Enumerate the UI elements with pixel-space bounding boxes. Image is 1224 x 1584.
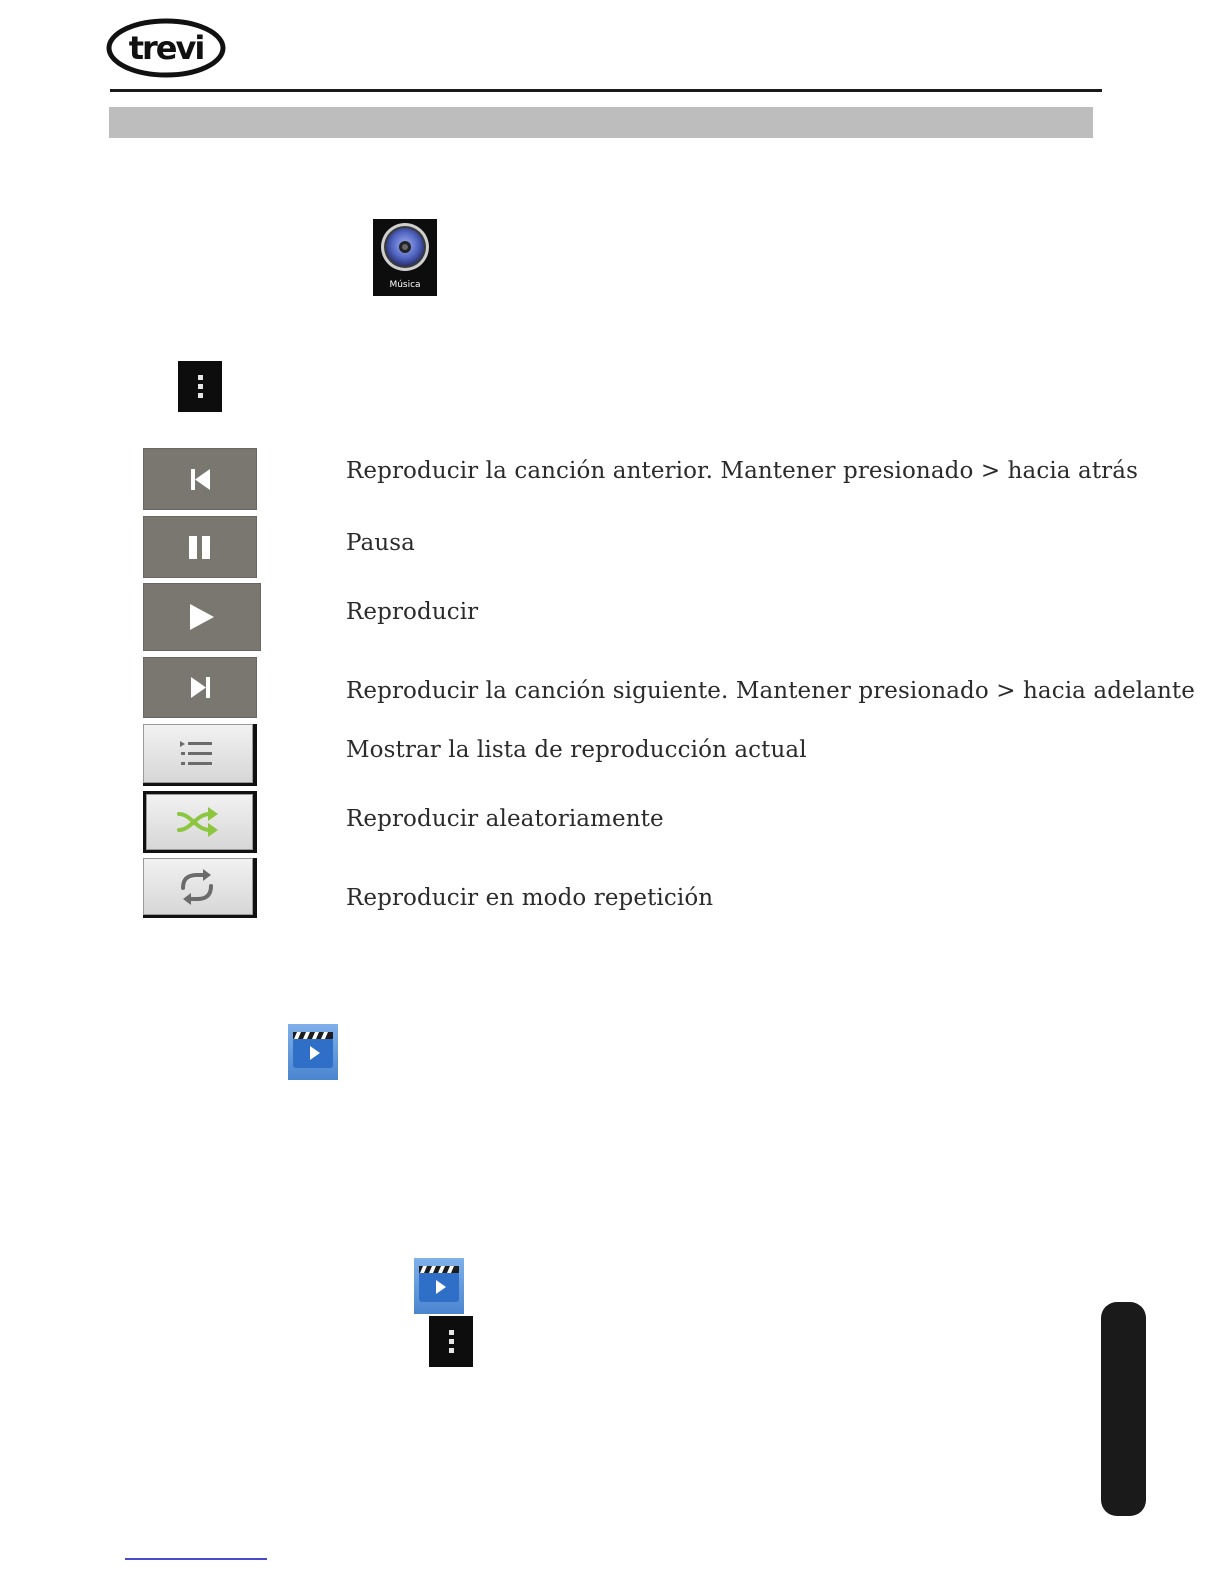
playlist-button[interactable] <box>143 724 257 786</box>
video-app-icon[interactable] <box>288 1024 338 1080</box>
skip-previous-icon <box>143 448 257 510</box>
shuffle-button[interactable] <box>143 791 257 853</box>
pause-description: Pausa <box>346 530 415 556</box>
repeat-description: Reproducir en modo repetición <box>346 885 714 911</box>
video-app-icon[interactable] <box>414 1258 464 1314</box>
pause-icon <box>143 516 257 578</box>
logo-wordmark: trevi <box>128 29 204 67</box>
pause-button[interactable] <box>143 516 257 578</box>
skip-next-icon <box>143 657 257 718</box>
clapperboard-play-icon <box>288 1024 338 1080</box>
trevi-logo <box>106 18 226 78</box>
clapperboard-play-icon <box>414 1258 464 1314</box>
shuffle-icon <box>146 794 253 850</box>
play-button[interactable] <box>143 583 261 651</box>
playlist-description: Mostrar la lista de reproducción actual <box>346 737 807 763</box>
next-button[interactable] <box>143 657 257 718</box>
footer-link-underline <box>125 1558 267 1560</box>
language-side-tab <box>1101 1302 1146 1516</box>
overflow-menu-icon[interactable] <box>429 1316 473 1367</box>
speaker-icon <box>373 219 437 279</box>
previous-button[interactable] <box>143 448 257 510</box>
repeat-button[interactable] <box>143 858 257 918</box>
previous-description: Reproducir la canción anterior. Mantener presionado > hacia atrás <box>346 458 1138 484</box>
play-icon <box>143 583 261 651</box>
header-rule <box>110 89 1102 92</box>
shuffle-description: Reproducir aleatoriamente <box>346 806 664 832</box>
music-app-label: Música <box>389 280 421 290</box>
playlist-icon <box>143 724 253 783</box>
play-description: Reproducir <box>346 599 479 625</box>
repeat-icon <box>143 858 253 915</box>
next-description: Reproducir la canción siguiente. Mantener presionado > hacia adelante <box>346 678 1195 704</box>
overflow-menu-icon[interactable] <box>178 361 222 412</box>
music-app-icon[interactable] <box>373 219 437 296</box>
section-title-bar <box>109 107 1093 138</box>
